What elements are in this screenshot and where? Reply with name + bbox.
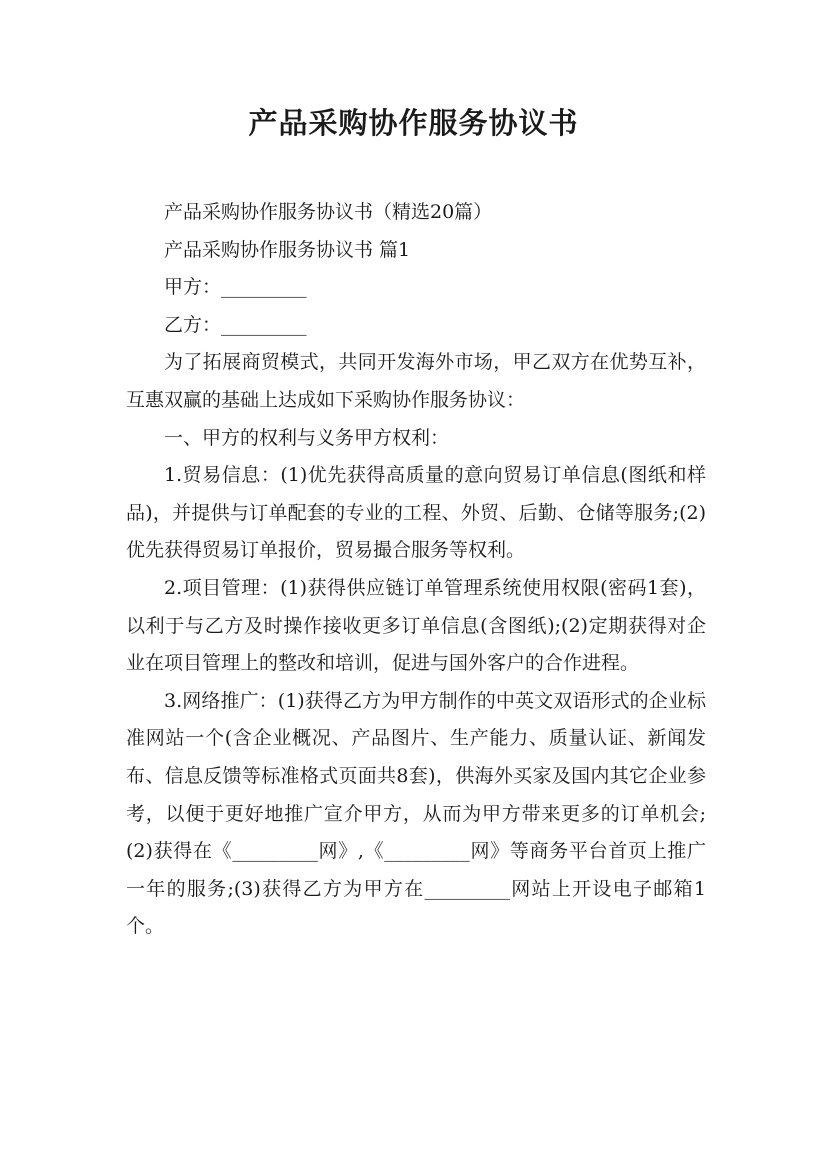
paragraph-preamble: 为了拓展商贸模式，共同开发海外市场，甲乙双方在优势互补，互惠双赢的基础上达成如下采购协作服务协议： [126, 351, 706, 411]
paragraph-clause-3: 3.网络推广：(1)获得乙方为甲方制作的中英文双语形式的企业标准网站一个(含企业概况、产品图片、生产能力、质量认证、新闻发布、信息反馈等标准格式页面共8套)，供海外买家及国内其它企业参考，以便于更好地推广宣介甲方，从而为甲方带来更多的订单机会;(2)获得在《_________网》,《_________网》等商务平台首页上推广一年的服务;(3)获得乙方为甲方在_________网站上开设电子邮箱1个。 [126, 689, 706, 938]
document-body [126, 194, 706, 946]
paragraph-party-a: 甲方：_________ [164, 276, 307, 299]
paragraph-clause-1: 1.贸易信息：(1)优先获得高质量的意向贸易订单信息(图纸和样品)，并提供与订单配套的专业的工程、外贸、后勤、仓储等服务;(2)优先获得贸易订单报价，贸易撮合服务等权利。 [126, 464, 706, 562]
paragraph-subtitle: 产品采购协作服务协议书（精选20篇） [164, 201, 493, 223]
paragraph-clause-heading: 一、甲方的权利与义务甲方权利： [164, 426, 450, 449]
document-title: 产品采购协作服务协议书 [248, 106, 579, 140]
paragraph-clause-2: 2.项目管理：(1)获得供应链订单管理系统使用权限(密码1套)，以利于与乙方及时操作接收更多订单信息(含图纸);(2)定期获得对企业在项目管理上的整改和培训，促进与国外客户的合作进程。 [126, 576, 706, 675]
paragraph-party-b: 乙方：_________ [164, 313, 307, 336]
paragraph-section-heading: 产品采购协作服务协议书 篇1 [164, 238, 411, 261]
